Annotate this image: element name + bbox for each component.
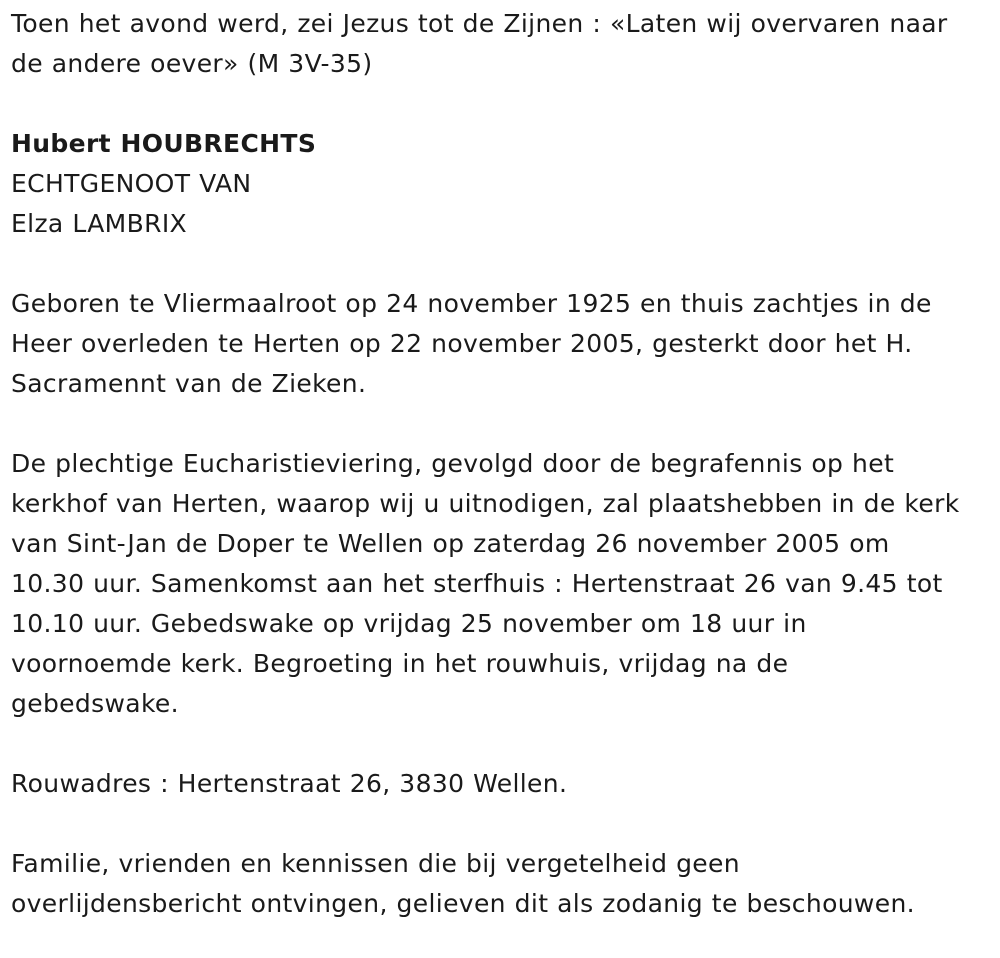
closing-paragraph: [11, 844, 996, 924]
bible-quote: [11, 4, 996, 84]
quote-line: Toen het avond werd, zei Jezus tot de Zijnen : «Laten wij overvaren naar: [11, 9, 948, 38]
paragraph-line: 10.10 uur. Gebedswake op vrijdag 25 november om 18 uur in: [11, 609, 807, 638]
mourning-address: Rouwadres : Hertenstraat 26, 3830 Wellen.: [11, 769, 568, 798]
paragraph-line: De plechtige Eucharistieviering, gevolgd door de begrafennis op het: [11, 449, 895, 478]
paragraph-line: kerkhof van Herten, waarop wij u uitnodigen, zal plaatshebben in de kerk: [11, 489, 960, 518]
spacer: [11, 804, 996, 844]
paragraph-line: voornoemde kerk. Begroeting in het rouwhuis, vrijdag na de: [11, 649, 789, 678]
paragraph-line: Heer overleden te Herten op 22 november 2005, gesterkt door het H.: [11, 329, 913, 358]
spacer: [11, 724, 996, 764]
quote-line: de andere oever» (M 3V-35): [11, 49, 373, 78]
spacer: [11, 404, 996, 444]
deceased-name: Hubert HOUBRECHTS: [11, 129, 317, 158]
paragraph-line: van Sint-Jan de Doper te Wellen op zaterdag 26 november 2005 om: [11, 529, 890, 558]
obituary-notice: [11, 4, 996, 924]
relation-label: ECHTGENOOT VAN: [11, 169, 252, 198]
birth-death-paragraph: [11, 284, 996, 404]
paragraph-line: overlijdensbericht ontvingen, gelieven dit als zodanig te beschouwen.: [11, 889, 915, 918]
paragraph-line: Sacramennt van de Zieken.: [11, 369, 367, 398]
ceremony-paragraph: [11, 444, 996, 724]
spacer: [11, 84, 996, 124]
paragraph-line: Familie, vrienden en kennissen die bij vergetelheid geen: [11, 849, 740, 878]
paragraph-line: gebedswake.: [11, 689, 179, 718]
spouse-name: Elza LAMBRIX: [11, 209, 188, 238]
paragraph-line: 10.30 uur. Samenkomst aan het sterfhuis : Hertenstraat 26 van 9.45 tot: [11, 569, 943, 598]
spacer: [11, 244, 996, 284]
paragraph-line: Geboren te Vliermaalroot op 24 november 1925 en thuis zachtjes in de: [11, 289, 932, 318]
